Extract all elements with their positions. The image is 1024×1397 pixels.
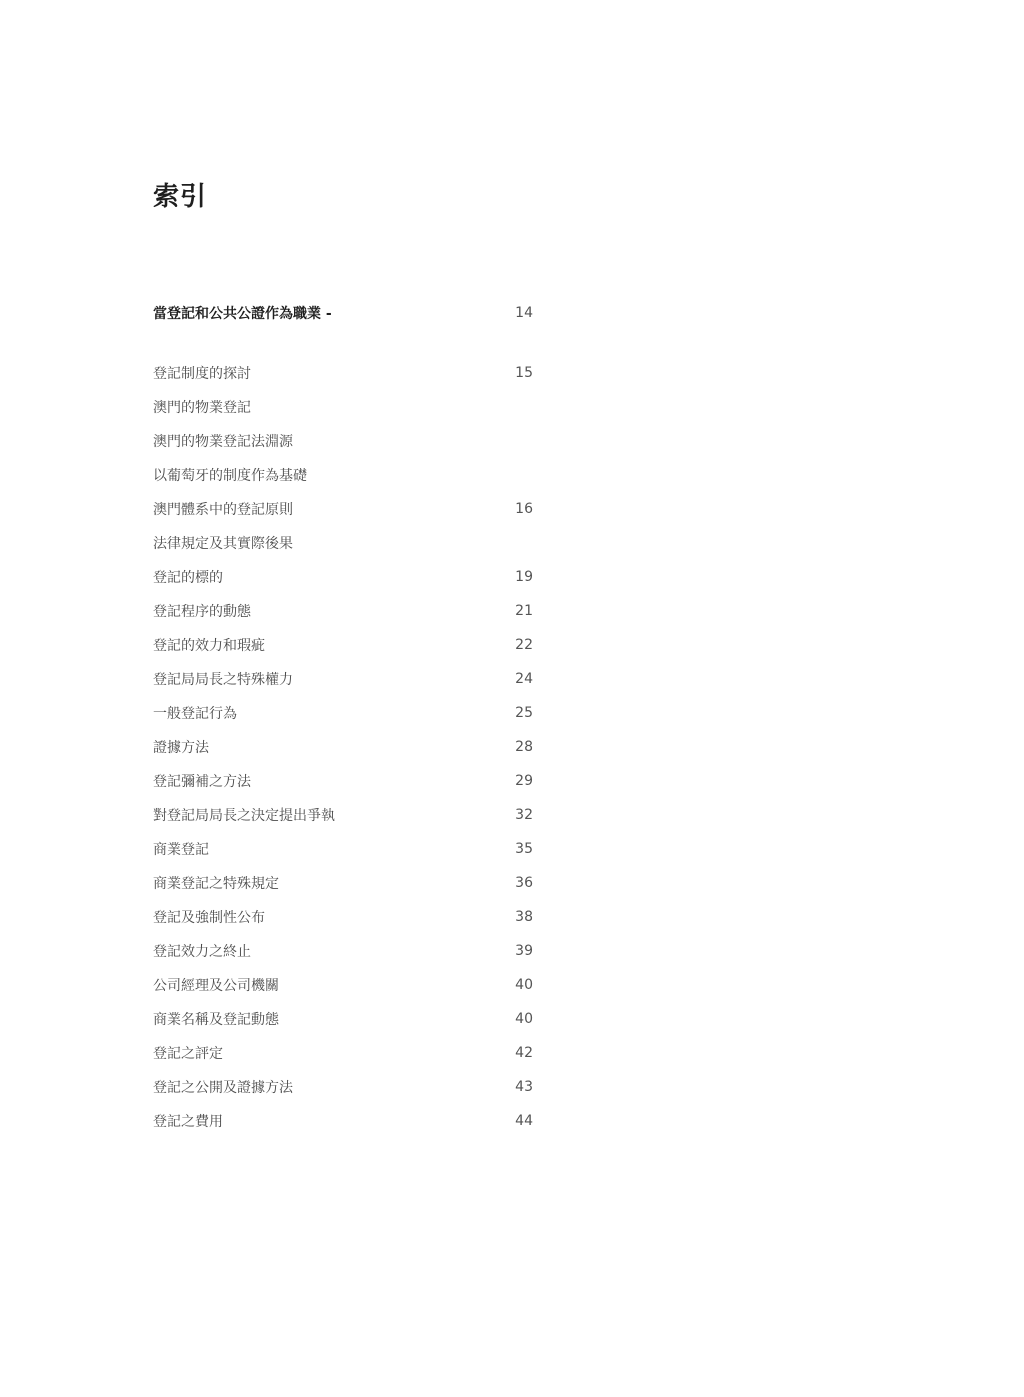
toc-entry-page: 43 bbox=[515, 1079, 533, 1095]
toc-entry-page: 40 bbox=[515, 1011, 533, 1027]
toc-entry bbox=[153, 1036, 533, 1070]
toc-entry bbox=[153, 458, 533, 492]
toc-entry-label: 以葡萄牙的制度作為基礎 bbox=[153, 468, 307, 484]
toc-entry bbox=[153, 1070, 533, 1104]
toc-entry bbox=[153, 356, 533, 390]
toc-entry-page: 25 bbox=[515, 705, 533, 721]
toc-entry-page: 24 bbox=[515, 671, 533, 687]
toc-entry bbox=[153, 764, 533, 798]
toc-entry bbox=[153, 968, 533, 1002]
toc-entry-label: 登記的標的 bbox=[153, 570, 223, 586]
toc-entry-label: 登記及強制性公布 bbox=[153, 910, 265, 926]
toc-entry bbox=[153, 866, 533, 900]
toc-entry bbox=[153, 526, 533, 560]
toc-entry bbox=[153, 390, 533, 424]
toc-entry-page: 16 bbox=[515, 501, 533, 517]
toc-entry-page: 39 bbox=[515, 943, 533, 959]
toc-entry-label: 證據方法 bbox=[153, 740, 209, 756]
toc-entry-label: 登記的效力和瑕疵 bbox=[153, 638, 265, 654]
toc-entry-page: 35 bbox=[515, 841, 533, 857]
toc-entry-label: 登記效力之終止 bbox=[153, 944, 251, 960]
toc-entry-label: 澳門的物業登記法淵源 bbox=[153, 434, 293, 450]
toc-entry bbox=[153, 594, 533, 628]
toc-entry bbox=[153, 296, 533, 330]
toc-entry-page: 21 bbox=[515, 603, 533, 619]
toc-entry bbox=[153, 900, 533, 934]
toc-entry bbox=[153, 424, 533, 458]
toc-entry-label: 登記局局長之特殊權力 bbox=[153, 672, 293, 688]
toc-entry bbox=[153, 628, 533, 662]
toc-entry-page: 15 bbox=[515, 365, 533, 381]
toc-entry-label: 登記之費用 bbox=[153, 1114, 223, 1130]
toc-entry-page: 19 bbox=[515, 569, 533, 585]
toc-entry-label: 法律規定及其實際後果 bbox=[153, 536, 293, 552]
toc-entry bbox=[153, 662, 533, 696]
toc-entry-page: 28 bbox=[515, 739, 533, 755]
toc-entry-label: 對登記局局長之決定提出爭執 bbox=[153, 808, 335, 824]
toc-entry-label: 澳門體系中的登記原則 bbox=[153, 502, 293, 518]
toc-entry-label: 登記彌補之方法 bbox=[153, 774, 251, 790]
toc-entry bbox=[153, 832, 533, 866]
toc-entry-label: 登記之公開及證據方法 bbox=[153, 1080, 293, 1096]
toc-entry bbox=[153, 730, 533, 764]
toc-entry bbox=[153, 560, 533, 594]
toc-entry-page: 38 bbox=[515, 909, 533, 925]
toc-entry bbox=[153, 1104, 533, 1138]
toc-entry-page: 36 bbox=[515, 875, 533, 891]
toc-entry bbox=[153, 1002, 533, 1036]
toc-entry-label: 商業登記之特殊規定 bbox=[153, 876, 279, 892]
toc-entry bbox=[153, 798, 533, 832]
toc-entry-label: 一般登記行為 bbox=[153, 706, 237, 722]
toc-entry-page: 40 bbox=[515, 977, 533, 993]
toc-entry bbox=[153, 696, 533, 730]
toc-entry-page: 14 bbox=[515, 305, 533, 321]
toc-entry-label: 商業名稱及登記動態 bbox=[153, 1012, 279, 1028]
toc-entry-page: 22 bbox=[515, 637, 533, 653]
toc-entry-label: 公司經理及公司機關 bbox=[153, 978, 279, 994]
toc-entry-label: 當登記和公共公證作為職業 - bbox=[153, 306, 332, 322]
toc-entry-page: 32 bbox=[515, 807, 533, 823]
toc-entry-page: 29 bbox=[515, 773, 533, 789]
toc-entry-label: 登記程序的動態 bbox=[153, 604, 251, 620]
toc-entry-page: 44 bbox=[515, 1113, 533, 1129]
table-of-contents bbox=[153, 296, 533, 1138]
page-title: 索引 bbox=[153, 182, 208, 212]
toc-entry-label: 澳門的物業登記 bbox=[153, 400, 251, 416]
toc-entry bbox=[153, 492, 533, 526]
toc-entry-label: 商業登記 bbox=[153, 842, 209, 858]
toc-entry bbox=[153, 934, 533, 968]
toc-entry-label: 登記制度的探討 bbox=[153, 366, 251, 382]
toc-entry-label: 登記之評定 bbox=[153, 1046, 223, 1062]
toc-entry-page: 42 bbox=[515, 1045, 533, 1061]
